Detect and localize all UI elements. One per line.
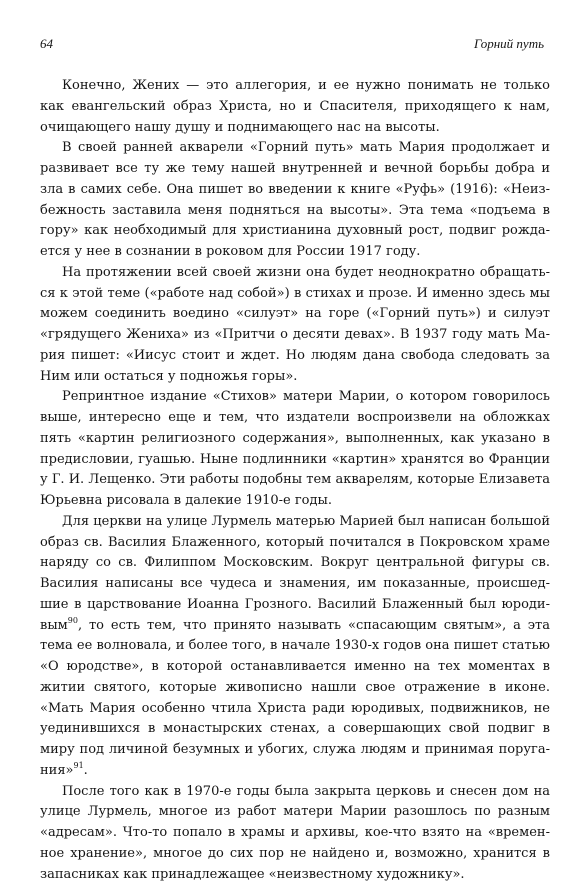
body-text — [40, 76, 550, 885]
footnote-reference-91: 91 — [73, 761, 83, 770]
paragraph-5-text-middle: , то есть тем, что принято называть «спасающим святым», а эта тема ее волновала, и более того, в начале 1930-х годов она пишет статью «О юродстве», в которой останавливается именно на тех моментах в житии святого, которые живописно нашли свое отражение в иконе. «Мать Мария особенно чтила Христа ради юродивых, подвижников, не уединившихся в монастырских стенах, а совершающих свой подвиг в миру под личиной безумных и убогих, служа людям и принимая поругания» — [40, 618, 550, 778]
page-number: 64 — [40, 36, 53, 52]
paragraph-2: В своей ранней акварели «Горний путь» мать Мария продолжает и развивает все ту же тему нашей внутренней и вечной борьбы добра и зла в самих себе. Она пишет во введении к книге «Руфь» (1916): «Неизбежность заставила меня подняться на высоты». Эта тема «подъема в гору» как необходимый для христианина духовный рост, подвиг рождается у нее в сознании в роковом для России 1917 году. — [40, 138, 550, 263]
running-title: Горний путь — [474, 36, 544, 52]
paragraph-5 — [40, 512, 550, 782]
paragraph-6: После того как в 1970-е годы была закрыта церковь и снесен дом на улице Лурмель, многое из работ матери Марии разошлось по разным «адресам». Что-то попало в храмы и архивы, кое-что взято на «временное хранение», многое до сих пор не найдено и, возможно, хранится в запасниках как принадлежащее «неизвестному художнику». — [40, 782, 550, 885]
paragraph-3: На протяжении всей своей жизни она будет неоднократно обращаться к этой теме («работе над собой») в стихах и прозе. И именно здесь мы можем соединить воедино «силуэт» на горе («Горний путь») и силуэт «грядущего Жениха» из «Притчи о десяти девах». В 1937 году мать Мария пишет: «Иисус стоит и ждет. Но людям дана свобода следовать за Ним или остаться у подножья горы». — [40, 263, 550, 388]
paragraph-5-text-before: Для церкви на улице Лурмель матерью Марией был написан большой образ св. Василия Блаженного, который почитался в Покровском храме наряду со св. Филиппом Московским. Вокруг центральной фигуры св. Василия написаны все чудеса и знамения, им показанные, происшедшие в царствование Иоанна Грозного. Василий Блаженный был юродивым — [40, 514, 550, 633]
footnote-reference-90: 90 — [68, 616, 78, 625]
page-header — [40, 36, 544, 56]
paragraph-4: Репринтное издание «Стихов» матери Марии, о котором говорилось выше, интересно еще и тем, что издатели воспроизвели на обложках пять «картин религиозного содержания», выполненных, как указано в предисловии, гуашью. Ныне подлинники «картин» хранятся во Франции у Г. И. Лещенко. Эти работы подобны тем акварелям, которые Елизавета Юрьевна рисовала в далекие 1910-е годы. — [40, 387, 550, 512]
paragraph-5-text-after: . — [84, 763, 88, 778]
paragraph-1: Конечно, Жених — это аллегория, и ее нужно понимать не только как евангельский образ Христа, но и Спасителя, приходящего к нам, очищающего нашу душу и поднимающего нас на высоты. — [40, 76, 550, 138]
